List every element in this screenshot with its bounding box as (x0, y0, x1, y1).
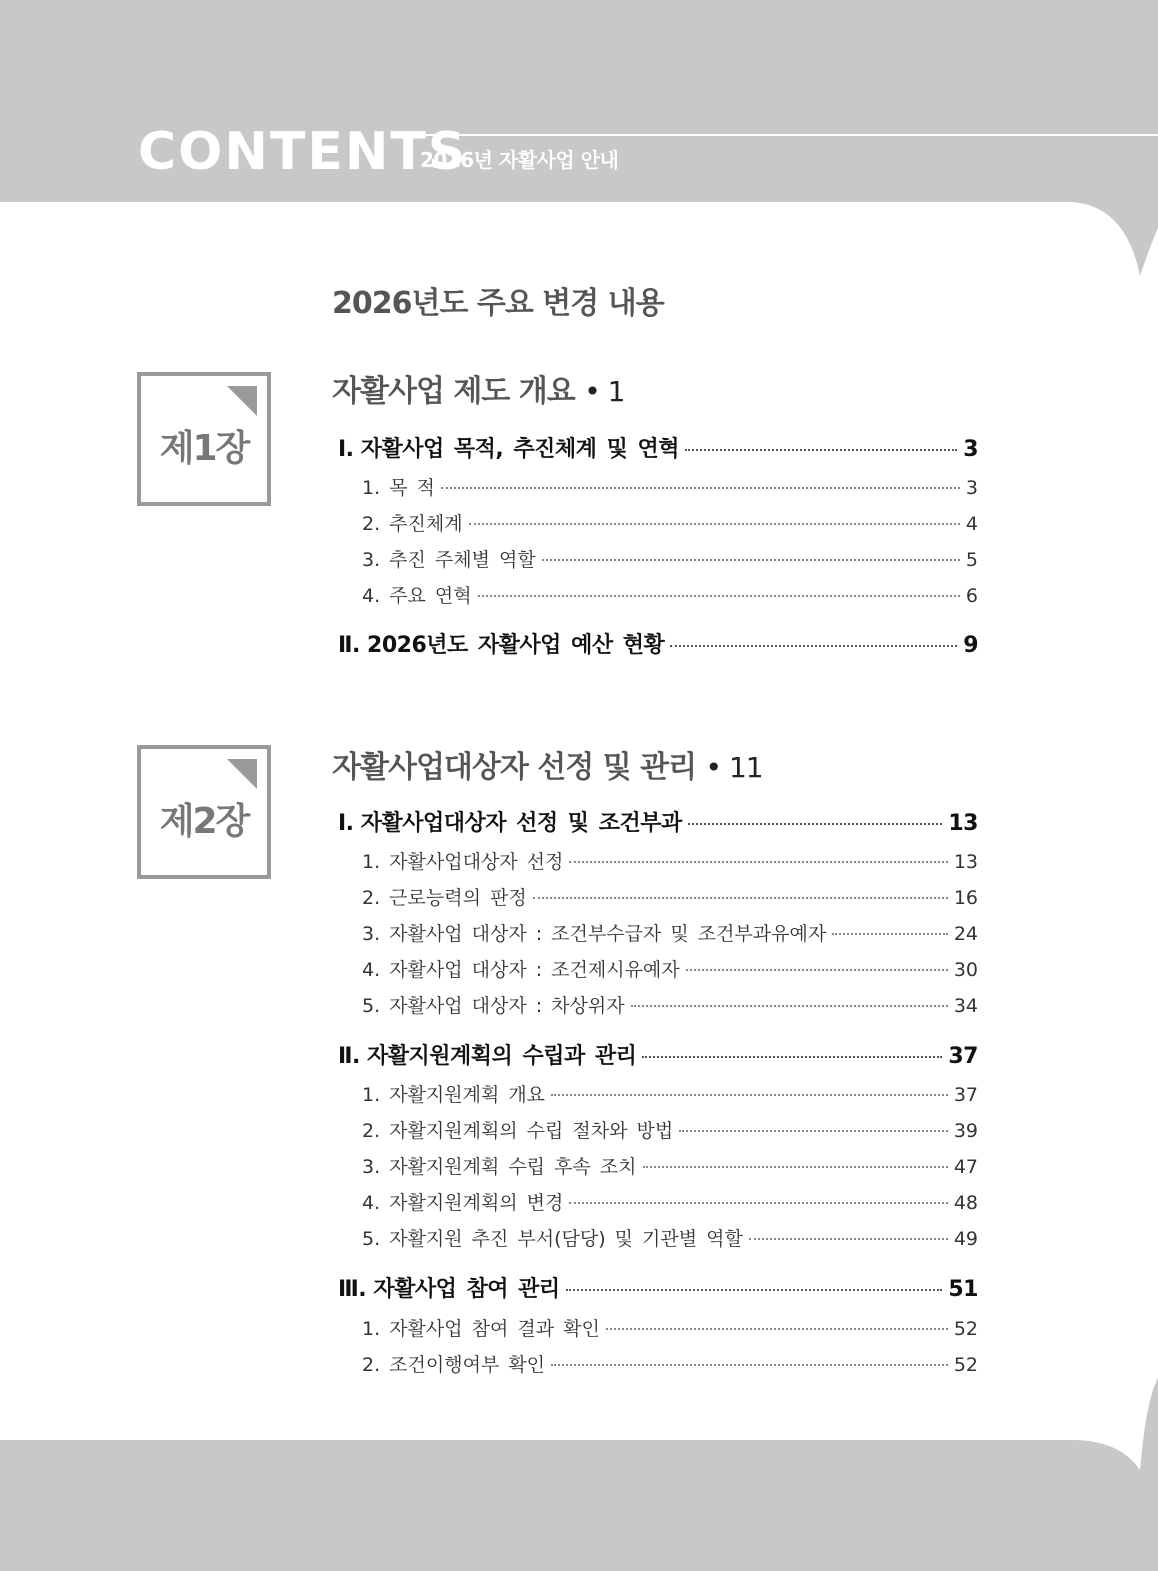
toc-item[interactable]: 2. 추진체계 4 (362, 513, 978, 535)
toc-item[interactable]: 1. 자활사업 참여 결과 확인 52 (362, 1318, 978, 1340)
chapter-1-title[interactable]: 자활사업 제도 개요 • 1 (332, 374, 625, 409)
chapter-1-page: • 1 (584, 375, 625, 408)
toc-item[interactable]: 1. 목 적 3 (362, 477, 978, 499)
toc-item[interactable]: 3. 자활지원계획 수립 후속 조치 47 (362, 1156, 978, 1178)
toc-item[interactable]: 5. 자활사업 대상자 : 차상위자 34 (362, 995, 978, 1017)
toc-item[interactable]: 4. 자활지원계획의 변경 48 (362, 1192, 978, 1214)
chapter-2-page: • 11 (705, 751, 763, 784)
toc-item[interactable]: 1. 자활사업대상자 선정 13 (362, 851, 978, 873)
toc-section[interactable]: Ⅰ. 자활사업대상자 선정 및 조건부과 13 (338, 811, 978, 836)
chapter-1-label: 제1장 (159, 428, 249, 469)
toc-item[interactable]: 4. 자활사업 대상자 : 조건제시유예자 30 (362, 959, 978, 981)
toc-item[interactable]: 2. 자활지원계획의 수립 절차와 방법 39 (362, 1120, 978, 1142)
toc-item[interactable]: 1. 자활지원계획 개요 37 (362, 1084, 978, 1106)
toc-section[interactable]: Ⅰ. 자활사업 목적, 추진체계 및 연혁 3 (338, 437, 978, 462)
corner-triangle-icon (227, 759, 257, 789)
main-change-link[interactable]: 2026년도 주요 변경 내용 (332, 286, 664, 321)
chapter-2-badge (137, 745, 271, 879)
toc-item[interactable]: 2. 근로능력의 판정 16 (362, 887, 978, 909)
chapter-1-badge (137, 372, 271, 506)
toc-item[interactable]: 2. 조건이행여부 확인 52 (362, 1354, 978, 1376)
chapter-2-title[interactable]: 자활사업대상자 선정 및 관리 • 11 (332, 750, 763, 785)
toc-section[interactable]: Ⅱ. 2026년도 자활사업 예산 현황 9 (338, 633, 978, 658)
toc-section[interactable]: Ⅲ. 자활사업 참여 관리 51 (338, 1277, 978, 1302)
header-rule (420, 134, 1158, 136)
toc-item[interactable]: 3. 자활사업 대상자 : 조건부수급자 및 조건부과유예자 24 (362, 923, 978, 945)
toc-item[interactable]: 3. 추진 주체별 역할 5 (362, 549, 978, 571)
toc-item[interactable]: 4. 주요 연혁 6 (362, 585, 978, 607)
chapter-2-label: 제2장 (159, 801, 249, 842)
header-subtitle: 2026년 자활사업 안내 (420, 148, 619, 172)
header-title: CONTENTS (138, 122, 468, 182)
toc-item[interactable]: 5. 자활지원 추진 부서(담당) 및 기관별 역할 49 (362, 1228, 978, 1250)
toc-section[interactable]: Ⅱ. 자활지원계획의 수립과 관리 37 (338, 1044, 978, 1069)
corner-triangle-icon (227, 386, 257, 416)
